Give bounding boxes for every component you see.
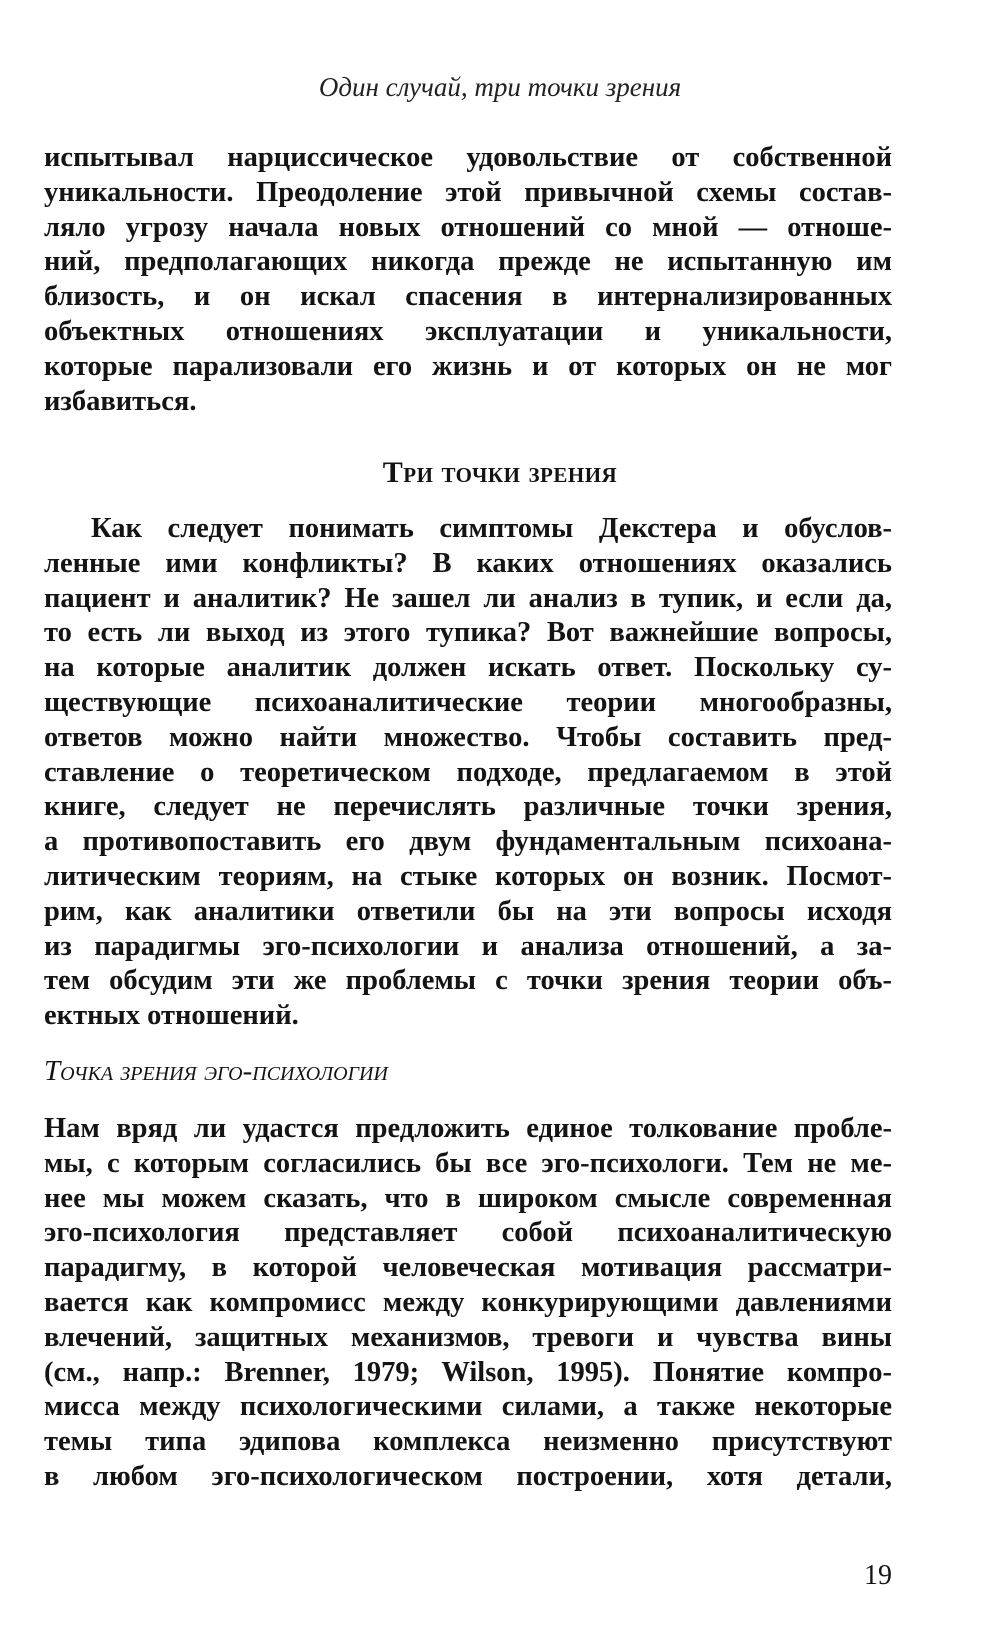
- text-line: мы, с которым согласились бы все эго-психологи. Тем не ме-: [44, 1147, 892, 1179]
- text-line: (см., напр.: Brenner, 1979; Wilson, 1995). Понятие компро-: [44, 1356, 892, 1388]
- text-line: ектных отношений.: [44, 1000, 299, 1032]
- text-line: в любом эго-психологическом построении, хотя детали,: [44, 1460, 892, 1492]
- text-line: ляло угрозу начала новых отношений со мной — отноше-: [44, 211, 892, 243]
- text-line: испытывал нарциссическое удовольствие от собственной: [44, 142, 892, 173]
- text-line: ответов можно найти множество. Чтобы составить пред-: [44, 721, 892, 753]
- page-number: 19: [864, 1560, 892, 1591]
- text-line: пациент и аналитик? Не зашел ли анализ в тупик, и если да,: [44, 582, 892, 614]
- text-line: нее мы можем сказать, что в широком смысле современная: [44, 1182, 892, 1214]
- text-line: на которые аналитик должен искать ответ. Поскольку су-: [44, 652, 892, 684]
- text-line: ленные ими конфликты? В каких отношениях оказались: [44, 547, 892, 579]
- text-line: книге, следует не перечислять различные точки зрения,: [44, 791, 892, 823]
- text-line: объектных отношениях эксплуатации и уникальности,: [44, 315, 892, 347]
- text-line: вается как компромисс между конкурирующими давлениями: [44, 1286, 892, 1318]
- paragraph-3: [44, 1112, 892, 1495]
- text-line: то есть ли выход из этого тупика? Вот важнейшие вопросы,: [44, 617, 892, 649]
- text-line: темы типа эдипова комплекса неизменно присутствуют: [44, 1426, 892, 1458]
- text-line: Нам вряд ли удастся предложить единое толкование пробле-: [44, 1113, 892, 1144]
- text-line: а противопоставить его двум фундаментальным психоана-: [44, 826, 892, 858]
- text-line: парадигму, в которой человеческая мотивация рассматри-: [44, 1252, 892, 1284]
- text-line: влечений, защитных механизмов, тревоги и чувства вины: [44, 1321, 892, 1353]
- text-line: тем обсудим эти же проблемы с точки зрения теории объ-: [44, 965, 892, 997]
- text-line: эго-психология представляет собой психоаналитическую: [44, 1217, 892, 1249]
- text-line: Как следует понимать симптомы Декстера и обуслов-: [91, 513, 892, 544]
- text-line: литическим теориям, на стыке которых он возник. Посмот-: [44, 860, 892, 892]
- section-subheading: Точка зрения эго-психологии: [44, 1055, 388, 1087]
- text-line: избавиться.: [44, 385, 197, 417]
- section-heading: Три точки зрения: [382, 456, 618, 489]
- text-line: ществующие психоаналитические теории многообразны,: [44, 686, 892, 718]
- running-head: Один случай, три точки зрения: [318, 72, 682, 102]
- paragraph-1: [44, 141, 892, 419]
- text-line: мисса между психологическими силами, а также некоторые: [44, 1391, 892, 1423]
- text-line: ставление о теоретическом подходе, предлагаемом в этой: [44, 756, 892, 788]
- text-line: ний, предполагающих никогда прежде не испытанную им: [44, 246, 892, 278]
- text-line: уникальности. Преодоление этой привычной схемы состав-: [44, 176, 892, 208]
- paragraph-2: [44, 512, 892, 1034]
- text-line: рим, как аналитики ответили бы на эти вопросы исходя: [44, 895, 892, 927]
- text-line: близость, и он искал спасения в интернализированных: [44, 281, 892, 313]
- text-line: из парадигмы эго-психологии и анализа отношений, а за-: [44, 930, 892, 962]
- text-line: которые парализовали его жизнь и от которых он не мог: [44, 350, 892, 382]
